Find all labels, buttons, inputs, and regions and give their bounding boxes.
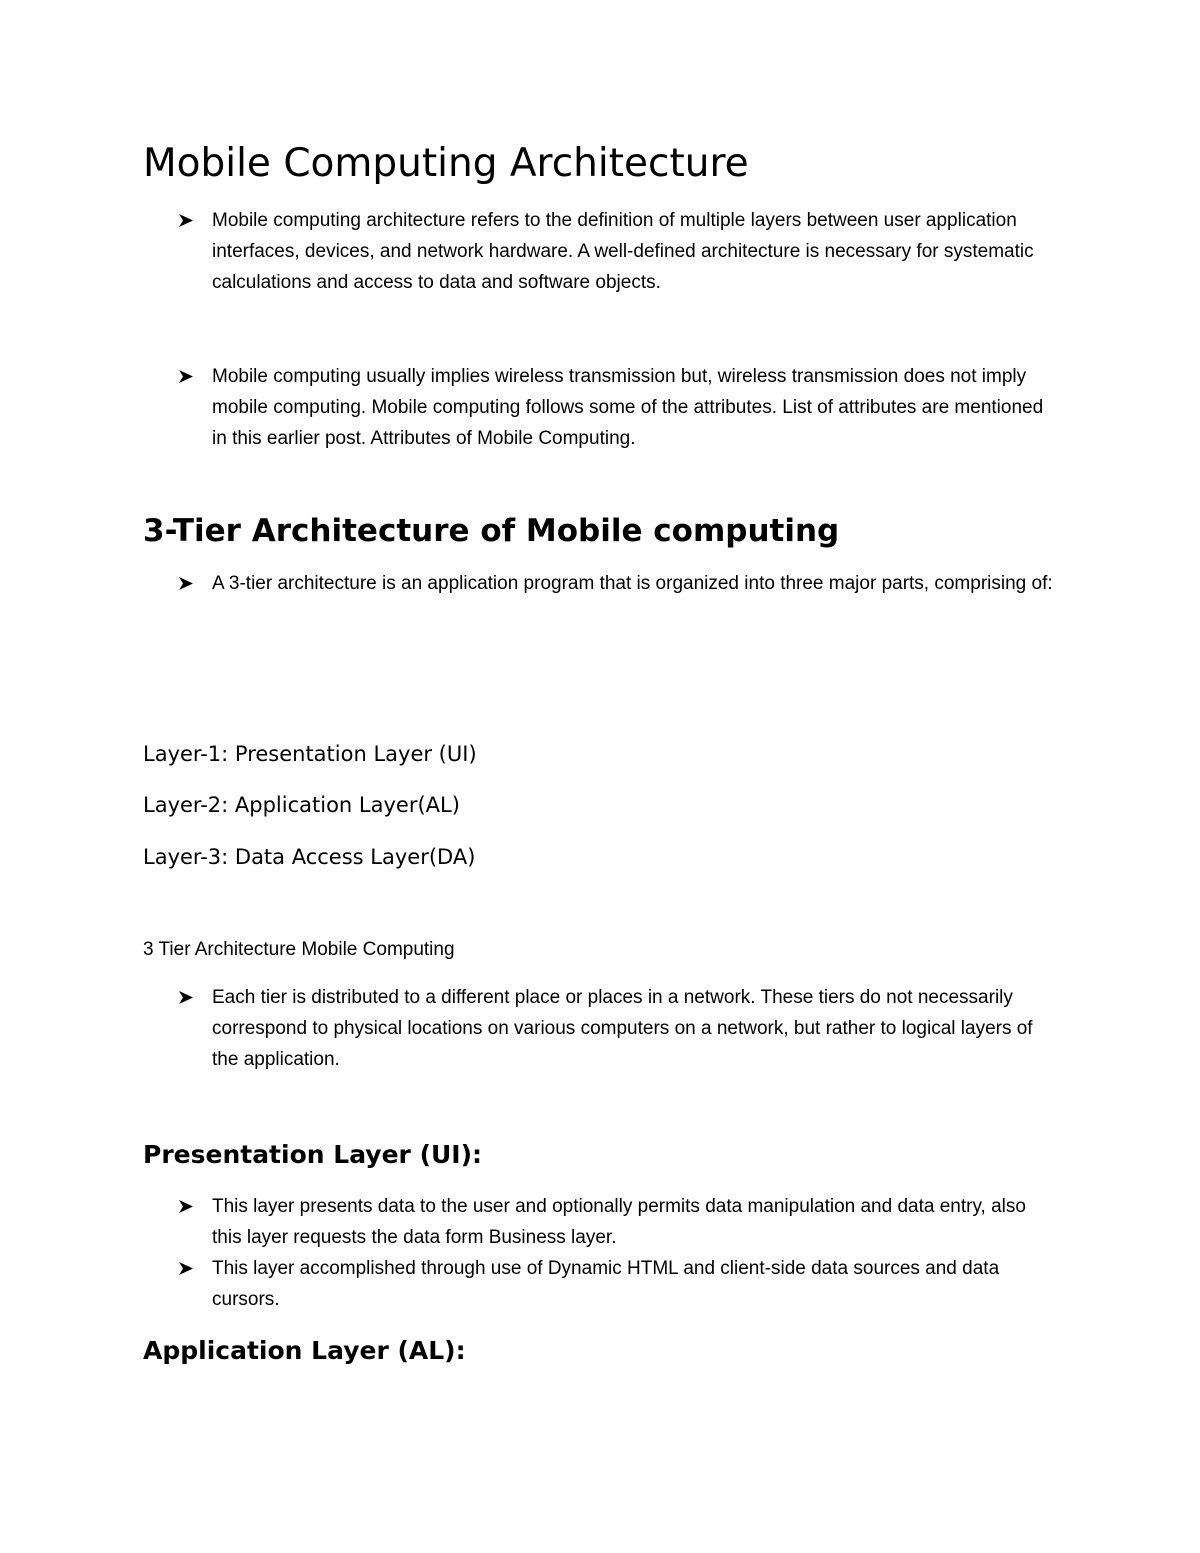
intro-bullet-item [176, 205, 1056, 298]
arrowhead-bullet-icon [176, 1191, 212, 1222]
layer-line: Layer-1: Presentation Layer (UI) [143, 742, 477, 766]
intro-bullet-item [176, 361, 1056, 454]
intro-bullet-text: Mobile computing usually implies wireless transmission but, wireless transmission does not imply mobile computing. Mobile computing follows some of the attributes. List of attributes are mentioned in this earlier post. Attributes of Mobile Computing. [212, 366, 1044, 449]
presentation-layer-heading: Presentation Layer (UI): [143, 1140, 483, 1169]
layer-line: Layer-3: Data Access Layer(DA) [143, 845, 476, 869]
distributed-bullet-item [176, 982, 1056, 1075]
presentation-bullet-item [176, 1253, 1056, 1315]
figure-caption: 3 Tier Architecture Mobile Computing [143, 939, 455, 960]
presentation-bullet-text: This layer presents data to the user and optionally permits data manipulation and data entry, also this layer requests the data form Business layer. [212, 1196, 1026, 1248]
tier-bullet-item [176, 568, 1056, 599]
arrowhead-bullet-icon [176, 568, 212, 599]
intro-bullet-text: Mobile computing architecture refers to the definition of multiple layers between user application interfaces, devices, and network hardware. A well-defined architecture is necessary for systematic calculations and access to data and software objects. [212, 210, 1034, 293]
arrowhead-bullet-icon [176, 205, 212, 236]
layer-line: Layer-2: Application Layer(AL) [143, 793, 460, 817]
arrowhead-bullet-icon [176, 1253, 212, 1284]
tier-heading: 3-Tier Architecture of Mobile computing [143, 513, 840, 549]
distributed-bullet-text: Each tier is distributed to a different place or places in a network. These tiers do not necessarily correspond to physical locations on various computers on a network, but rather to logical layers of the application. [212, 987, 1033, 1070]
arrowhead-bullet-icon [176, 982, 212, 1013]
application-layer-heading: Application Layer (AL): [143, 1336, 466, 1365]
arrowhead-bullet-icon [176, 361, 212, 392]
presentation-bullet-item [176, 1191, 1056, 1253]
presentation-bullet-text: This layer accomplished through use of Dynamic HTML and client-side data sources and data cursors. [212, 1258, 1000, 1310]
page-title: Mobile Computing Architecture [143, 141, 749, 186]
tier-bullet-text: A 3-tier architecture is an application program that is organized into three major parts, comprising of: [212, 573, 1053, 594]
